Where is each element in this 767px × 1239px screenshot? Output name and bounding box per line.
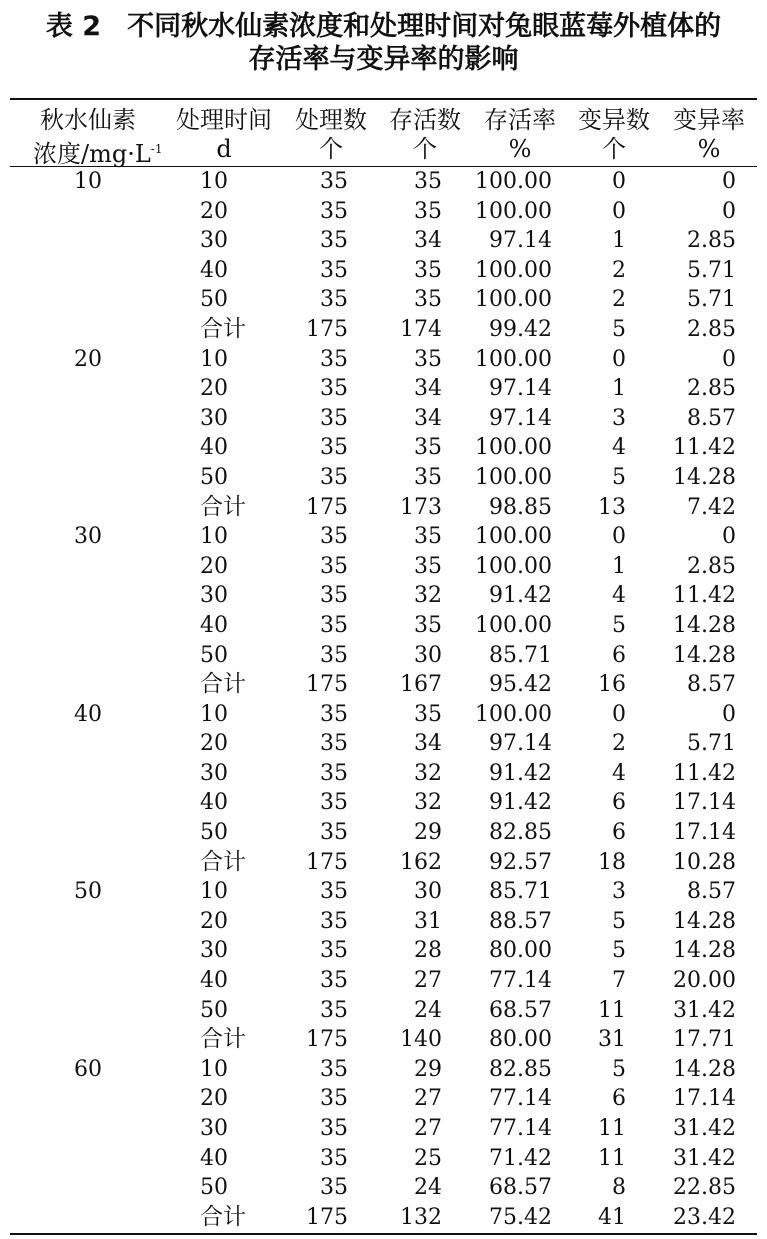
cell-concentration: 10 bbox=[74, 169, 102, 194]
cell-mutation-rate: 14.28 bbox=[673, 642, 736, 668]
table-row bbox=[0, 818, 767, 848]
table-row bbox=[0, 493, 767, 523]
table-row bbox=[0, 759, 767, 789]
cell-treated-count: 35 bbox=[320, 464, 348, 490]
cell-survival-rate: 97.14 bbox=[489, 228, 552, 254]
cell-mutation-count: 0 bbox=[612, 524, 626, 550]
table-row bbox=[0, 315, 767, 345]
cell-mutation-count: 6 bbox=[612, 1086, 626, 1112]
header-label: 存活率 bbox=[484, 106, 556, 134]
cell-treated-count: 35 bbox=[320, 790, 348, 816]
table-row bbox=[0, 404, 767, 434]
cell-duration: 20 bbox=[200, 731, 228, 757]
cell-survived-count: 34 bbox=[414, 376, 442, 402]
cell-mutation-count: 8 bbox=[612, 1175, 626, 1201]
cell-mutation-count: 13 bbox=[598, 494, 626, 520]
caption-text-1: 不同秋水仙素浓度和处理时间对兔眼蓝莓外植体的 bbox=[127, 11, 722, 42]
cell-survival-rate: 85.71 bbox=[489, 879, 552, 905]
table-body bbox=[0, 167, 767, 1232]
cell-survival-rate: 91.42 bbox=[489, 760, 552, 786]
cell-treated-count: 35 bbox=[320, 820, 348, 846]
cell-mutation-rate: 31.42 bbox=[673, 1116, 736, 1141]
cell-survived-count: 32 bbox=[414, 583, 442, 609]
cell-concentration: 60 bbox=[74, 1056, 102, 1082]
cell-survival-rate: 100.00 bbox=[475, 257, 552, 283]
cell-duration: 20 bbox=[200, 376, 228, 402]
table-row bbox=[0, 1055, 767, 1085]
cell-survived-count: 34 bbox=[414, 405, 442, 431]
cell-mutation-rate: 8.57 bbox=[687, 405, 736, 431]
cell-mutation-rate: 5.71 bbox=[687, 257, 736, 283]
table-row bbox=[0, 1084, 767, 1114]
cell-treated-count: 35 bbox=[320, 1056, 348, 1082]
cell-survived-count: 27 bbox=[414, 968, 442, 994]
cell-duration: 30 bbox=[200, 405, 228, 431]
cell-treated-count: 175 bbox=[306, 494, 348, 520]
cell-survived-count: 140 bbox=[400, 1027, 442, 1053]
cell-mutation-rate: 14.28 bbox=[673, 464, 736, 490]
cell-mutation-rate: 7.42 bbox=[687, 494, 736, 520]
cell-survived-count: 35 bbox=[414, 346, 442, 372]
cell-survived-count: 24 bbox=[414, 997, 442, 1023]
cell-survived-count: 32 bbox=[414, 790, 442, 816]
cell-mutation-count: 16 bbox=[598, 672, 626, 698]
cell-mutation-rate: 0 bbox=[722, 169, 736, 194]
cell-treated-count: 35 bbox=[320, 1145, 348, 1171]
cell-treated-count: 35 bbox=[320, 1175, 348, 1201]
cell-mutation-rate: 2.85 bbox=[687, 376, 736, 402]
header-unit: 个 bbox=[413, 135, 437, 163]
cell-treated-count: 35 bbox=[320, 228, 348, 254]
header-duration bbox=[169, 106, 279, 164]
table-row bbox=[0, 226, 767, 256]
cell-mutation-count: 6 bbox=[612, 820, 626, 846]
table-row bbox=[0, 581, 767, 611]
cell-duration: 40 bbox=[200, 790, 228, 816]
cell-survival-rate: 91.42 bbox=[489, 790, 552, 816]
cell-treated-count: 35 bbox=[320, 1086, 348, 1112]
cell-mutation-count: 3 bbox=[612, 879, 626, 905]
cell-mutation-rate: 14.28 bbox=[673, 1056, 736, 1082]
cell-mutation-count: 2 bbox=[612, 731, 626, 757]
cell-survival-rate: 98.85 bbox=[489, 494, 552, 520]
cell-survived-count: 35 bbox=[414, 612, 442, 638]
cell-survival-rate: 97.14 bbox=[489, 405, 552, 431]
cell-duration: 20 bbox=[200, 553, 228, 579]
cell-duration: 40 bbox=[200, 968, 228, 994]
cell-mutation-rate: 31.42 bbox=[673, 997, 736, 1023]
cell-survived-count: 30 bbox=[414, 879, 442, 905]
cell-survival-rate: 88.57 bbox=[489, 908, 552, 934]
cell-treated-count: 35 bbox=[320, 968, 348, 994]
cell-duration: 合计 bbox=[200, 671, 246, 698]
cell-survived-count: 174 bbox=[400, 316, 442, 342]
table-row bbox=[0, 374, 767, 404]
cell-duration: 30 bbox=[200, 1116, 228, 1141]
cell-mutation-rate: 8.57 bbox=[687, 672, 736, 698]
cell-duration: 50 bbox=[200, 287, 228, 313]
cell-mutation-count: 18 bbox=[598, 849, 626, 875]
cell-treated-count: 35 bbox=[320, 938, 348, 964]
table-row bbox=[0, 345, 767, 375]
header-mutation-count bbox=[559, 106, 669, 164]
cell-duration: 合计 bbox=[200, 493, 246, 520]
caption-line-1 bbox=[0, 10, 767, 43]
cell-mutation-count: 5 bbox=[612, 938, 626, 964]
cell-survival-rate: 100.00 bbox=[475, 169, 552, 194]
cell-treated-count: 35 bbox=[320, 583, 348, 609]
cell-duration: 50 bbox=[200, 642, 228, 668]
table-row bbox=[0, 848, 767, 878]
table-number: 表 2 bbox=[45, 11, 102, 42]
cell-survival-rate: 68.57 bbox=[489, 997, 552, 1023]
cell-mutation-count: 6 bbox=[612, 642, 626, 668]
cell-mutation-count: 0 bbox=[612, 169, 626, 194]
cell-mutation-rate: 11.42 bbox=[673, 435, 736, 461]
cell-treated-count: 35 bbox=[320, 760, 348, 786]
cell-mutation-rate: 17.14 bbox=[673, 820, 736, 846]
cell-treated-count: 35 bbox=[320, 731, 348, 757]
cell-duration: 合计 bbox=[200, 1203, 246, 1230]
cell-survival-rate: 80.00 bbox=[489, 938, 552, 964]
cell-mutation-count: 4 bbox=[612, 435, 626, 461]
cell-survived-count: 31 bbox=[414, 908, 442, 934]
table-row bbox=[0, 936, 767, 966]
cell-survived-count: 29 bbox=[414, 1056, 442, 1082]
table-row bbox=[0, 1025, 767, 1055]
table-row bbox=[0, 522, 767, 552]
table-row bbox=[0, 700, 767, 730]
cell-mutation-rate: 31.42 bbox=[673, 1145, 736, 1171]
cell-survived-count: 27 bbox=[414, 1086, 442, 1112]
cell-concentration: 40 bbox=[74, 701, 102, 727]
table-caption bbox=[0, 10, 767, 76]
table-row bbox=[0, 611, 767, 641]
cell-survival-rate: 77.14 bbox=[489, 1086, 552, 1112]
table-row bbox=[0, 641, 767, 671]
cell-mutation-rate: 22.85 bbox=[673, 1175, 736, 1201]
cell-mutation-count: 5 bbox=[612, 316, 626, 342]
cell-mutation-rate: 2.85 bbox=[687, 316, 736, 342]
cell-duration: 10 bbox=[200, 1056, 228, 1082]
cell-mutation-count: 0 bbox=[612, 701, 626, 727]
cell-concentration: 20 bbox=[74, 346, 102, 372]
cell-treated-count: 175 bbox=[306, 672, 348, 698]
cell-survival-rate: 80.00 bbox=[489, 1027, 552, 1053]
cell-concentration: 50 bbox=[74, 879, 102, 905]
header-label: 变异率 bbox=[673, 106, 745, 134]
cell-mutation-count: 4 bbox=[612, 583, 626, 609]
cell-duration: 10 bbox=[200, 879, 228, 905]
top-rule bbox=[10, 98, 757, 100]
cell-survival-rate: 92.57 bbox=[489, 849, 552, 875]
cell-treated-count: 175 bbox=[306, 1204, 348, 1230]
header-unit: % bbox=[508, 135, 532, 163]
cell-mutation-count: 5 bbox=[612, 908, 626, 934]
cell-treated-count: 35 bbox=[320, 701, 348, 727]
cell-survived-count: 29 bbox=[414, 820, 442, 846]
cell-survival-rate: 99.42 bbox=[489, 316, 552, 342]
table-row bbox=[0, 1173, 767, 1203]
cell-treated-count: 35 bbox=[320, 553, 348, 579]
cell-survival-rate: 100.00 bbox=[475, 524, 552, 550]
table-row bbox=[0, 996, 767, 1026]
cell-mutation-count: 2 bbox=[612, 257, 626, 283]
header-label: 变异数 bbox=[578, 106, 650, 134]
cell-duration: 50 bbox=[200, 1175, 228, 1201]
cell-survival-rate: 100.00 bbox=[475, 553, 552, 579]
header-unit-sup: -1 bbox=[150, 142, 163, 156]
cell-mutation-count: 3 bbox=[612, 405, 626, 431]
cell-survived-count: 27 bbox=[414, 1116, 442, 1141]
cell-survived-count: 35 bbox=[414, 464, 442, 490]
cell-survival-rate: 100.00 bbox=[475, 287, 552, 313]
table-row bbox=[0, 877, 767, 907]
cell-duration: 40 bbox=[200, 257, 228, 283]
cell-treated-count: 35 bbox=[320, 346, 348, 372]
cell-survived-count: 34 bbox=[414, 731, 442, 757]
cell-survived-count: 162 bbox=[400, 849, 442, 875]
header-label: 秋水仙素 bbox=[40, 106, 136, 134]
cell-survival-rate: 95.42 bbox=[489, 672, 552, 698]
cell-duration: 50 bbox=[200, 464, 228, 490]
cell-mutation-count: 0 bbox=[612, 198, 626, 224]
cell-mutation-count: 4 bbox=[612, 760, 626, 786]
cell-treated-count: 35 bbox=[320, 997, 348, 1023]
cell-survived-count: 35 bbox=[414, 169, 442, 194]
cell-survived-count: 35 bbox=[414, 257, 442, 283]
cell-mutation-rate: 10.28 bbox=[673, 849, 736, 875]
cell-mutation-rate: 23.42 bbox=[673, 1204, 736, 1230]
cell-mutation-rate: 17.14 bbox=[673, 790, 736, 816]
cell-mutation-rate: 14.28 bbox=[673, 908, 736, 934]
cell-survival-rate: 100.00 bbox=[475, 435, 552, 461]
cell-survived-count: 167 bbox=[400, 672, 442, 698]
cell-survived-count: 28 bbox=[414, 938, 442, 964]
cell-survived-count: 30 bbox=[414, 642, 442, 668]
cell-treated-count: 35 bbox=[320, 908, 348, 934]
cell-duration: 40 bbox=[200, 612, 228, 638]
cell-survived-count: 35 bbox=[414, 701, 442, 727]
cell-survived-count: 35 bbox=[414, 524, 442, 550]
table-row bbox=[0, 167, 767, 197]
table-row bbox=[0, 463, 767, 493]
cell-survival-rate: 75.42 bbox=[489, 1204, 552, 1230]
cell-duration: 20 bbox=[200, 1086, 228, 1112]
cell-mutation-rate: 0 bbox=[722, 524, 736, 550]
cell-mutation-count: 6 bbox=[612, 790, 626, 816]
header-unit-text: 浓度/mg·L bbox=[33, 140, 151, 168]
table-row bbox=[0, 907, 767, 937]
cell-mutation-rate: 8.57 bbox=[687, 879, 736, 905]
cell-survived-count: 35 bbox=[414, 435, 442, 461]
table-row bbox=[0, 966, 767, 996]
cell-treated-count: 35 bbox=[320, 1116, 348, 1141]
cell-mutation-count: 2 bbox=[612, 287, 626, 313]
cell-mutation-rate: 5.71 bbox=[687, 731, 736, 757]
cell-mutation-count: 31 bbox=[598, 1027, 626, 1053]
table-row bbox=[0, 788, 767, 818]
cell-survival-rate: 100.00 bbox=[475, 612, 552, 638]
cell-survival-rate: 82.85 bbox=[489, 1056, 552, 1082]
cell-treated-count: 175 bbox=[306, 1027, 348, 1053]
cell-survived-count: 25 bbox=[414, 1145, 442, 1171]
cell-mutation-rate: 17.14 bbox=[673, 1086, 736, 1112]
cell-duration: 10 bbox=[200, 701, 228, 727]
cell-survival-rate: 100.00 bbox=[475, 464, 552, 490]
cell-survival-rate: 100.00 bbox=[475, 346, 552, 372]
table-row bbox=[0, 552, 767, 582]
header-concentration bbox=[33, 106, 163, 168]
cell-mutation-rate: 0 bbox=[722, 198, 736, 224]
cell-mutation-rate: 0 bbox=[722, 346, 736, 372]
cell-duration: 10 bbox=[200, 524, 228, 550]
cell-mutation-count: 41 bbox=[598, 1204, 626, 1230]
cell-duration: 20 bbox=[200, 198, 228, 224]
cell-survival-rate: 71.42 bbox=[489, 1145, 552, 1171]
cell-survival-rate: 91.42 bbox=[489, 583, 552, 609]
header-label: 处理时间 bbox=[176, 106, 272, 134]
table-row bbox=[0, 285, 767, 315]
cell-duration: 10 bbox=[200, 346, 228, 372]
table-row bbox=[0, 1114, 767, 1144]
header-unit: 个 bbox=[319, 135, 343, 163]
cell-duration: 30 bbox=[200, 938, 228, 964]
cell-survival-rate: 100.00 bbox=[475, 701, 552, 727]
cell-survival-rate: 85.71 bbox=[489, 642, 552, 668]
cell-survived-count: 35 bbox=[414, 287, 442, 313]
cell-treated-count: 35 bbox=[320, 287, 348, 313]
cell-survived-count: 34 bbox=[414, 228, 442, 254]
cell-mutation-count: 5 bbox=[612, 464, 626, 490]
cell-duration: 合计 bbox=[200, 1026, 246, 1053]
cell-mutation-count: 0 bbox=[612, 346, 626, 372]
cell-duration: 40 bbox=[200, 435, 228, 461]
cell-duration: 50 bbox=[200, 820, 228, 846]
cell-survival-rate: 97.14 bbox=[489, 376, 552, 402]
table-row bbox=[0, 256, 767, 286]
cell-survival-rate: 77.14 bbox=[489, 1116, 552, 1141]
header-unit bbox=[33, 135, 163, 169]
cell-mutation-rate: 2.85 bbox=[687, 553, 736, 579]
cell-mutation-rate: 14.28 bbox=[673, 938, 736, 964]
cell-duration: 40 bbox=[200, 1145, 228, 1171]
cell-mutation-count: 1 bbox=[612, 376, 626, 402]
cell-mutation-count: 5 bbox=[612, 1056, 626, 1082]
cell-duration: 30 bbox=[200, 583, 228, 609]
cell-treated-count: 35 bbox=[320, 435, 348, 461]
cell-treated-count: 175 bbox=[306, 849, 348, 875]
table-row bbox=[0, 729, 767, 759]
table-row bbox=[0, 670, 767, 700]
cell-survived-count: 35 bbox=[414, 553, 442, 579]
cell-treated-count: 35 bbox=[320, 376, 348, 402]
cell-survived-count: 24 bbox=[414, 1175, 442, 1201]
cell-mutation-rate: 0 bbox=[722, 701, 736, 727]
cell-mutation-count: 7 bbox=[612, 968, 626, 994]
table-row bbox=[0, 1203, 767, 1233]
cell-treated-count: 35 bbox=[320, 169, 348, 194]
cell-mutation-rate: 14.28 bbox=[673, 612, 736, 638]
header-label: 处理数 bbox=[295, 106, 367, 134]
cell-treated-count: 35 bbox=[320, 198, 348, 224]
header-label: 存活数 bbox=[389, 106, 461, 134]
cell-survival-rate: 82.85 bbox=[489, 820, 552, 846]
cell-mutation-count: 11 bbox=[598, 997, 626, 1023]
caption-line-2: 存活率与变异率的影响 bbox=[248, 44, 519, 75]
header-unit: % bbox=[697, 135, 721, 163]
cell-survived-count: 32 bbox=[414, 760, 442, 786]
header-mutation-rate bbox=[654, 106, 764, 164]
cell-treated-count: 35 bbox=[320, 879, 348, 905]
cell-duration: 10 bbox=[200, 169, 228, 194]
header-survived-count bbox=[370, 106, 480, 164]
cell-treated-count: 175 bbox=[306, 316, 348, 342]
table-row bbox=[0, 197, 767, 227]
cell-mutation-rate: 17.71 bbox=[673, 1027, 736, 1053]
cell-survival-rate: 68.57 bbox=[489, 1175, 552, 1201]
cell-concentration: 30 bbox=[74, 524, 102, 550]
cell-survival-rate: 97.14 bbox=[489, 731, 552, 757]
cell-mutation-count: 11 bbox=[598, 1116, 626, 1141]
cell-mutation-count: 1 bbox=[612, 228, 626, 254]
cell-mutation-rate: 5.71 bbox=[687, 287, 736, 313]
cell-duration: 30 bbox=[200, 228, 228, 254]
cell-survived-count: 173 bbox=[400, 494, 442, 520]
cell-mutation-count: 11 bbox=[598, 1145, 626, 1171]
table-row bbox=[0, 433, 767, 463]
cell-duration: 合计 bbox=[200, 848, 246, 875]
cell-treated-count: 35 bbox=[320, 405, 348, 431]
cell-treated-count: 35 bbox=[320, 524, 348, 550]
cell-mutation-rate: 20.00 bbox=[673, 968, 736, 994]
cell-survived-count: 35 bbox=[414, 198, 442, 224]
cell-survived-count: 132 bbox=[400, 1204, 442, 1230]
bottom-rule bbox=[10, 1233, 757, 1235]
cell-treated-count: 35 bbox=[320, 257, 348, 283]
cell-mutation-count: 1 bbox=[612, 553, 626, 579]
cell-treated-count: 35 bbox=[320, 612, 348, 638]
header-unit: d bbox=[216, 135, 232, 163]
cell-mutation-rate: 11.42 bbox=[673, 583, 736, 609]
cell-duration: 30 bbox=[200, 760, 228, 786]
cell-duration: 合计 bbox=[200, 315, 246, 342]
cell-duration: 20 bbox=[200, 908, 228, 934]
cell-survival-rate: 77.14 bbox=[489, 968, 552, 994]
cell-mutation-count: 5 bbox=[612, 612, 626, 638]
cell-survival-rate: 100.00 bbox=[475, 198, 552, 224]
cell-duration: 50 bbox=[200, 997, 228, 1023]
cell-treated-count: 35 bbox=[320, 642, 348, 668]
cell-mutation-rate: 2.85 bbox=[687, 228, 736, 254]
cell-mutation-rate: 11.42 bbox=[673, 760, 736, 786]
header-unit: 个 bbox=[602, 135, 626, 163]
table-row bbox=[0, 1144, 767, 1174]
